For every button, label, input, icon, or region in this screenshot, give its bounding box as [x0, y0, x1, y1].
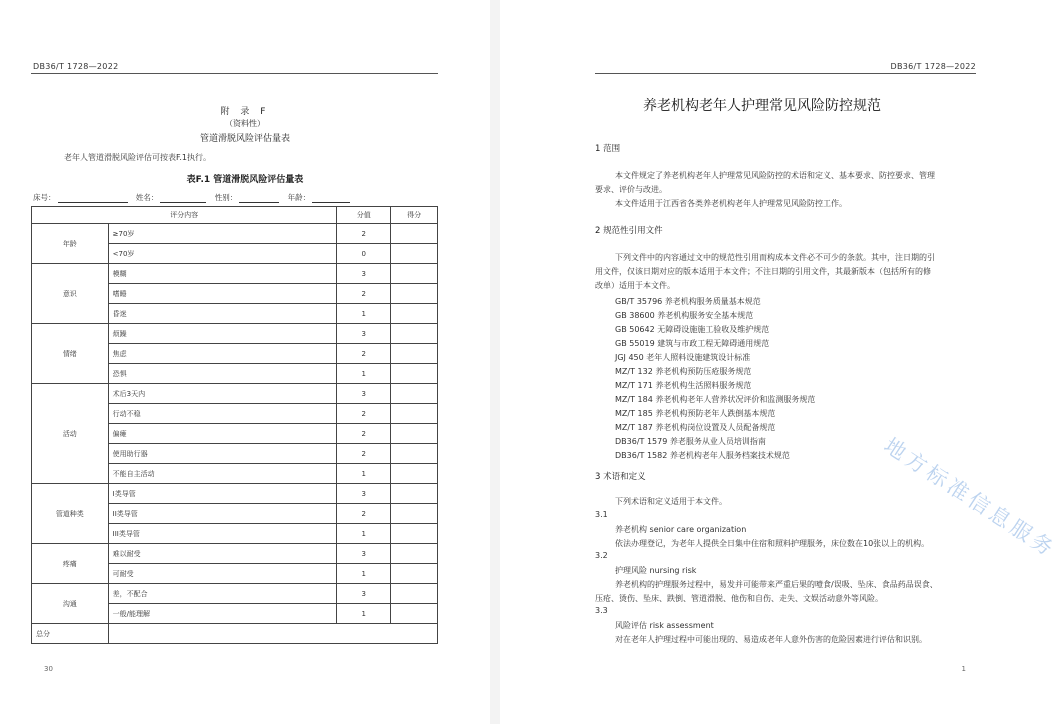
option-cell: 焦虑 [108, 344, 337, 364]
option-cell: 难以耐受 [108, 544, 337, 564]
score-cell: 1 [337, 464, 391, 484]
left-header-rule [31, 73, 438, 74]
book-spine [490, 0, 500, 724]
score-cell: 2 [337, 404, 391, 424]
age-label: 年龄： [287, 193, 311, 202]
table-header-row [32, 207, 438, 224]
name-label: 姓名： [135, 193, 159, 202]
appendix-note: （资料性） [225, 119, 265, 128]
obtained-score-cell[interactable] [391, 484, 438, 504]
risk-scale-table [31, 206, 438, 644]
score-cell: 3 [337, 544, 391, 564]
obtained-score-cell[interactable] [391, 524, 438, 544]
terms-intro: 下列术语和定义适用于本文件。 [615, 497, 727, 506]
score-cell: 1 [337, 304, 391, 324]
table-row [32, 384, 438, 404]
obtained-score-cell[interactable] [391, 404, 438, 424]
table-row [32, 484, 438, 504]
reference-item: MZ/T 171 养老机构生活照料服务规范 [615, 381, 752, 390]
name-field[interactable] [160, 193, 206, 203]
right-header: DB36/T 1728—2022 [890, 62, 976, 71]
term-3-3: 风险评估 risk assessment [615, 621, 714, 630]
score-cell: 2 [337, 504, 391, 524]
score-cell: 2 [337, 424, 391, 444]
option-cell: I类导管 [108, 484, 337, 504]
term-3-1-definition: 依法办理登记，为老年人提供全日集中住宿和照料护理服务，床位数在10张以上的机构。 [615, 539, 930, 548]
normative-heading: 2 规范性引用文件 [595, 226, 663, 236]
term-3-2-number: 3.2 [595, 551, 608, 560]
obtained-score-cell[interactable] [391, 324, 438, 344]
sex-field[interactable] [239, 193, 279, 203]
obtained-score-cell[interactable] [391, 424, 438, 444]
category-cell: 年龄 [32, 224, 109, 264]
normative-p-line2: 用文件，仅该日期对应的版本适用于本文件；不注日期的引用文件，其最新版本（包括所有的修 [595, 267, 931, 276]
reference-item: DB36/T 1582 养老机构老年人服务档案技术规范 [615, 451, 790, 460]
obtained-score-cell[interactable] [391, 304, 438, 324]
right-header-rule [595, 73, 976, 74]
reference-item: DB36/T 1579 养老服务从业人员培训指南 [615, 437, 766, 446]
normative-p-line1: 下列文件中的内容通过文中的规范性引用而构成本文件必不可少的条款。其中，注日期的引 [615, 253, 935, 262]
total-label: 总分 [32, 624, 109, 644]
score-cell: 2 [337, 224, 391, 244]
obtained-score-cell[interactable] [391, 264, 438, 284]
reference-item: JGJ 450 老年人照料设施建筑设计标准 [615, 353, 751, 362]
right-page [500, 0, 1061, 724]
watermark: 地方标准信息服务 [879, 433, 1061, 563]
score-cell: 3 [337, 484, 391, 504]
terms-heading: 3 术语和定义 [595, 472, 646, 482]
obtained-score-cell[interactable] [391, 364, 438, 384]
obtained-score-cell[interactable] [391, 384, 438, 404]
reference-item: MZ/T 187 养老机构岗位设置及人员配备规范 [615, 423, 776, 432]
age-field[interactable] [312, 193, 350, 203]
scope-p1-line2: 要求、评价与改进。 [595, 185, 667, 194]
term-3-3-definition: 对在老年人护理过程中可能出现的、易造成老年人意外伤害的危险因素进行评估和识别。 [615, 635, 927, 644]
obtained-score-cell[interactable] [391, 344, 438, 364]
reference-item: MZ/T 184 养老机构老年人营养状况评价和监测服务规范 [615, 395, 816, 404]
option-cell: 烦躁 [108, 324, 337, 344]
patient-info-row [33, 192, 490, 203]
reference-item: GB/T 35796 养老机构服务质量基本规范 [615, 297, 761, 306]
category-cell: 情绪 [32, 324, 109, 384]
option-cell: 偏瘫 [108, 424, 337, 444]
reference-item: GB 55019 建筑与市政工程无障碍通用规范 [615, 339, 770, 348]
reference-item: MZ/T 132 养老机构预防压疮服务规范 [615, 367, 752, 376]
option-cell: ≥70岁 [108, 224, 337, 244]
score-cell: 2 [337, 284, 391, 304]
option-cell: 嗜睡 [108, 284, 337, 304]
reference-item: MZ/T 185 养老机构预防老年人跌倒基本规范 [615, 409, 776, 418]
option-cell: 可耐受 [108, 564, 337, 584]
header-score: 分值 [337, 207, 391, 224]
option-cell: 恐惧 [108, 364, 337, 384]
obtained-score-cell[interactable] [391, 504, 438, 524]
bed-field[interactable] [58, 193, 128, 203]
header-obtained: 得分 [391, 207, 438, 224]
term-3-2: 护理风险 nursing risk [615, 566, 697, 575]
score-cell: 2 [337, 444, 391, 464]
reference-item: GB 50642 无障碍设施施工验收及维护规范 [615, 325, 770, 334]
left-page [0, 0, 490, 724]
table-row [32, 544, 438, 564]
table-row [32, 324, 438, 344]
option-cell: 一般/能理解 [108, 604, 337, 624]
score-cell: 2 [337, 344, 391, 364]
term-3-2-definition-line1: 养老机构的护理服务过程中，易发并可能带来严重后果的噎食/误吸、坠床、食品药品误食、 [615, 580, 938, 589]
term-3-1-number: 3.1 [595, 510, 608, 519]
option-cell: 模糊 [108, 264, 337, 284]
option-cell: II类导管 [108, 504, 337, 524]
score-cell: 1 [337, 524, 391, 544]
option-cell: 行动不稳 [108, 404, 337, 424]
left-header: DB36/T 1728—2022 [33, 62, 119, 71]
scope-p1-line1: 本文件规定了养老机构老年人护理常见风险防控的术语和定义、基本要求、防控要求、管理 [615, 171, 935, 180]
score-cell: 1 [337, 604, 391, 624]
obtained-score-cell[interactable] [391, 244, 438, 264]
scope-heading: 1 范围 [595, 144, 621, 154]
obtained-score-cell[interactable] [391, 224, 438, 244]
left-page-number: 30 [44, 665, 53, 673]
category-cell: 沟通 [32, 584, 109, 624]
scope-p2: 本文件适用于江西省各类养老机构老年人护理常见风险防控工作。 [615, 199, 847, 208]
option-cell: 术后3天内 [108, 384, 337, 404]
score-cell: 3 [337, 324, 391, 344]
obtained-score-cell[interactable] [391, 284, 438, 304]
category-cell: 管道种类 [32, 484, 109, 544]
table-row [32, 224, 438, 244]
right-page-number: 1 [961, 665, 966, 673]
table-row [32, 584, 438, 604]
category-cell: 疼痛 [32, 544, 109, 584]
obtained-score-cell[interactable] [391, 604, 438, 624]
term-3-2-definition-line2: 压疮、烫伤、坠床、跌倒、管道滑脱、他伤和自伤、走失、文娱活动意外等风险。 [595, 594, 883, 603]
category-cell: 活动 [32, 384, 109, 484]
bed-label: 床号： [33, 193, 56, 202]
total-value-cell[interactable] [108, 624, 437, 644]
obtained-score-cell[interactable] [391, 564, 438, 584]
obtained-score-cell[interactable] [391, 584, 438, 604]
appendix-title: 附 录 F [220, 107, 270, 117]
score-cell: 3 [337, 264, 391, 284]
normative-p-line3: 改单）适用于本文件。 [595, 281, 675, 290]
option-cell: 差，不配合 [108, 584, 337, 604]
score-cell: 1 [337, 564, 391, 584]
table-row [32, 264, 438, 284]
score-cell: 0 [337, 244, 391, 264]
sex-label: 性别： [214, 193, 238, 202]
option-cell: III类导管 [108, 524, 337, 544]
option-cell: 使用助行器 [108, 444, 337, 464]
category-cell: 意识 [32, 264, 109, 324]
score-cell: 3 [337, 584, 391, 604]
term-3-1: 养老机构 senior care organization [615, 525, 747, 534]
option-cell: <70岁 [108, 244, 337, 264]
total-row [32, 624, 438, 644]
document-title: 养老机构老年人护理常见风险防控规范 [643, 98, 881, 114]
reference-item: GB 38600 养老机构服务安全基本规范 [615, 311, 754, 320]
obtained-score-cell[interactable] [391, 464, 438, 484]
appendix-subtitle: 管道滑脱风险评估量表 [199, 134, 290, 144]
option-cell: 昏迷 [108, 304, 337, 324]
option-cell: 不能自主活动 [108, 464, 337, 484]
score-cell: 3 [337, 384, 391, 404]
obtained-score-cell[interactable] [391, 544, 438, 564]
table-caption: 表F.1 管道滑脱风险评估量表 [186, 175, 304, 185]
term-3-3-number: 3.3 [595, 606, 608, 615]
obtained-score-cell[interactable] [391, 444, 438, 464]
score-cell: 1 [337, 364, 391, 384]
header-content: 评分内容 [32, 207, 337, 224]
appendix-intro: 老年人管道滑脱风险评估可按表F.1执行。 [64, 153, 211, 162]
